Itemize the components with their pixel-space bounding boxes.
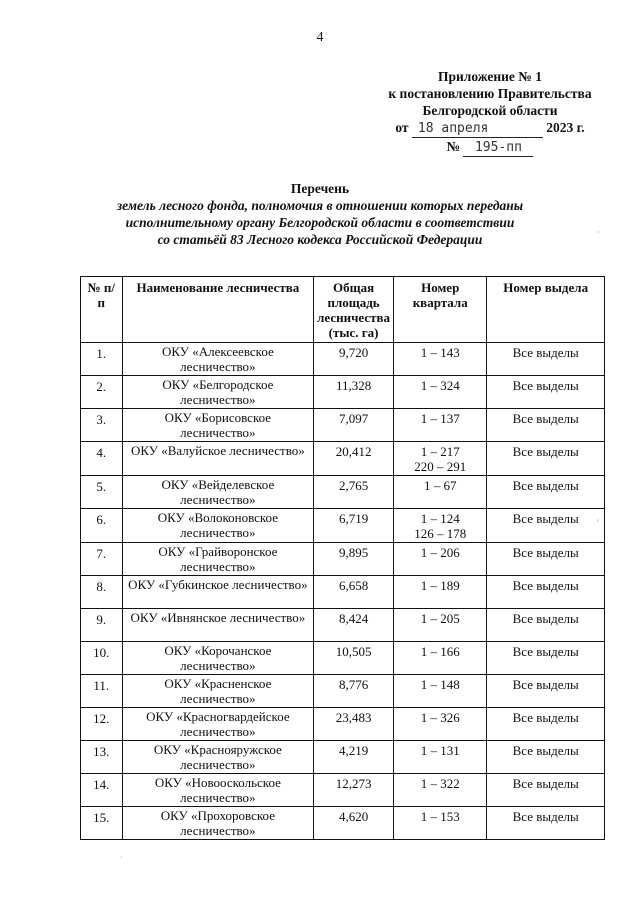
cell-name: ОКУ «Вейделевское лесничество» — [122, 476, 314, 509]
table-row — [81, 609, 605, 642]
cell-area: 8,776 — [314, 675, 394, 708]
cell-num: 6. — [81, 509, 123, 543]
table-row — [81, 576, 605, 609]
cell-section: Все выделы — [487, 642, 605, 675]
cell-num: 4. — [81, 442, 123, 476]
cell-area: 9,720 — [314, 343, 394, 376]
scan-mark: · — [120, 853, 123, 862]
cell-area: 9,895 — [314, 543, 394, 576]
scan-mark: ' — [597, 518, 599, 527]
appendix-decree: к постановлению Правительства — [388, 86, 592, 101]
page-number: 4 — [316, 30, 324, 45]
table-row — [81, 774, 605, 807]
cell-section: Все выделы — [487, 509, 605, 543]
cell-area: 6,658 — [314, 576, 394, 609]
cell-section: Все выделы — [487, 442, 605, 476]
cell-area: 23,483 — [314, 708, 394, 741]
table-row — [81, 741, 605, 774]
cell-section: Все выделы — [487, 774, 605, 807]
cell-quarter: 1 – 166 — [394, 642, 487, 675]
cell-name: ОКУ «Красненское лесничество» — [122, 675, 314, 708]
cell-name: ОКУ «Ивнянское лесничество» — [122, 609, 314, 642]
title-line-3: со статьёй 83 Лесного кодекса Российской Федерации — [157, 232, 483, 247]
number-handwritten: 195-пп — [463, 139, 533, 157]
cell-num: 9. — [81, 609, 123, 642]
document-title — [80, 180, 560, 248]
cell-section: Все выделы — [487, 609, 605, 642]
cell-quarter: 1 – 131 — [394, 741, 487, 774]
cell-num: 7. — [81, 543, 123, 576]
cell-num: 8. — [81, 576, 123, 609]
table-row — [81, 343, 605, 376]
cell-name: ОКУ «Волоконовское лесничество» — [122, 509, 314, 543]
cell-area: 10,505 — [314, 642, 394, 675]
cell-section: Все выделы — [487, 741, 605, 774]
cell-name: ОКУ «Борисовское лесничество» — [122, 409, 314, 442]
cell-name: ОКУ «Новооскольское лесничество» — [122, 774, 314, 807]
appendix-number — [370, 138, 610, 157]
table-row — [81, 642, 605, 675]
table-row — [81, 442, 605, 476]
cell-area: 7,097 — [314, 409, 394, 442]
cell-area: 20,412 — [314, 442, 394, 476]
cell-name: ОКУ «Красногвардейское лесничество» — [122, 708, 314, 741]
cell-quarter: 1 – 205 — [394, 609, 487, 642]
cell-area: 8,424 — [314, 609, 394, 642]
cell-section: Все выделы — [487, 543, 605, 576]
table-row — [81, 807, 605, 840]
cell-num: 3. — [81, 409, 123, 442]
header-name: Наименование лесничества — [122, 277, 314, 343]
cell-area: 6,719 — [314, 509, 394, 543]
cell-name: ОКУ «Краснояружское лесничество» — [122, 741, 314, 774]
cell-section: Все выделы — [487, 576, 605, 609]
cell-quarter: 1 – 217 220 – 291 — [394, 442, 487, 476]
cell-name: ОКУ «Алексеевское лесничество» — [122, 343, 314, 376]
cell-num: 12. — [81, 708, 123, 741]
cell-num: 13. — [81, 741, 123, 774]
cell-section: Все выделы — [487, 807, 605, 840]
cell-section: Все выделы — [487, 476, 605, 509]
cell-area: 4,219 — [314, 741, 394, 774]
cell-quarter: 1 – 322 — [394, 774, 487, 807]
cell-name: ОКУ «Белгородское лесничество» — [122, 376, 314, 409]
number-prefix: № — [446, 139, 461, 154]
appendix-region: Белгородской области — [422, 103, 558, 118]
cell-num: 11. — [81, 675, 123, 708]
table-body — [81, 343, 605, 840]
appendix-title: Приложение № 1 — [438, 69, 542, 84]
cell-quarter: 1 – 124 126 – 178 — [394, 509, 487, 543]
table-row — [81, 708, 605, 741]
forest-lands-table — [80, 276, 605, 840]
date-handwritten: 18 апреля — [412, 120, 543, 138]
table-row — [81, 509, 605, 543]
cell-name: ОКУ «Грайворонское лесничество» — [122, 543, 314, 576]
date-prefix: от — [395, 120, 409, 135]
cell-section: Все выделы — [487, 409, 605, 442]
cell-quarter: 1 – 189 — [394, 576, 487, 609]
header-area: Общая площадь лесничества (тыс. га) — [314, 277, 394, 343]
header-quarter: Номер квартала — [394, 277, 487, 343]
cell-name: ОКУ «Валуйское лесничество» — [122, 442, 314, 476]
cell-quarter: 1 – 324 — [394, 376, 487, 409]
cell-num: 10. — [81, 642, 123, 675]
cell-section: Все выделы — [487, 675, 605, 708]
table-row — [81, 476, 605, 509]
appendix-date — [370, 119, 610, 138]
title-line-2: исполнительному органу Белгородской области в соответствии — [125, 215, 515, 230]
cell-name: ОКУ «Прохоровское лесничество» — [122, 807, 314, 840]
cell-name: ОКУ «Губкинское лесничество» — [122, 576, 314, 609]
table-row — [81, 376, 605, 409]
table-row — [81, 543, 605, 576]
cell-name: ОКУ «Корочанское лесничество» — [122, 642, 314, 675]
cell-num: 1. — [81, 343, 123, 376]
cell-quarter: 1 – 137 — [394, 409, 487, 442]
date-suffix: 2023 г. — [546, 120, 585, 135]
header-num: № п/п — [81, 277, 123, 343]
cell-section: Все выделы — [487, 708, 605, 741]
cell-num: 5. — [81, 476, 123, 509]
cell-quarter: 1 – 153 — [394, 807, 487, 840]
cell-quarter: 1 – 143 — [394, 343, 487, 376]
cell-quarter: 1 – 326 — [394, 708, 487, 741]
cell-num: 15. — [81, 807, 123, 840]
cell-quarter: 1 – 206 — [394, 543, 487, 576]
title-heading: Перечень — [290, 181, 350, 196]
scan-mark: · — [597, 228, 600, 237]
title-line-1: земель лесного фонда, полномочия в отношении которых переданы — [116, 198, 524, 213]
table-row — [81, 675, 605, 708]
cell-quarter: 1 – 148 — [394, 675, 487, 708]
appendix-block — [370, 68, 610, 157]
cell-section: Все выделы — [487, 343, 605, 376]
cell-area: 11,328 — [314, 376, 394, 409]
cell-num: 14. — [81, 774, 123, 807]
cell-area: 4,620 — [314, 807, 394, 840]
table-header-row — [81, 277, 605, 343]
cell-quarter: 1 – 67 — [394, 476, 487, 509]
cell-area: 2,765 — [314, 476, 394, 509]
header-section: Номер выдела — [487, 277, 605, 343]
cell-area: 12,273 — [314, 774, 394, 807]
table-row — [81, 409, 605, 442]
cell-section: Все выделы — [487, 376, 605, 409]
cell-num: 2. — [81, 376, 123, 409]
